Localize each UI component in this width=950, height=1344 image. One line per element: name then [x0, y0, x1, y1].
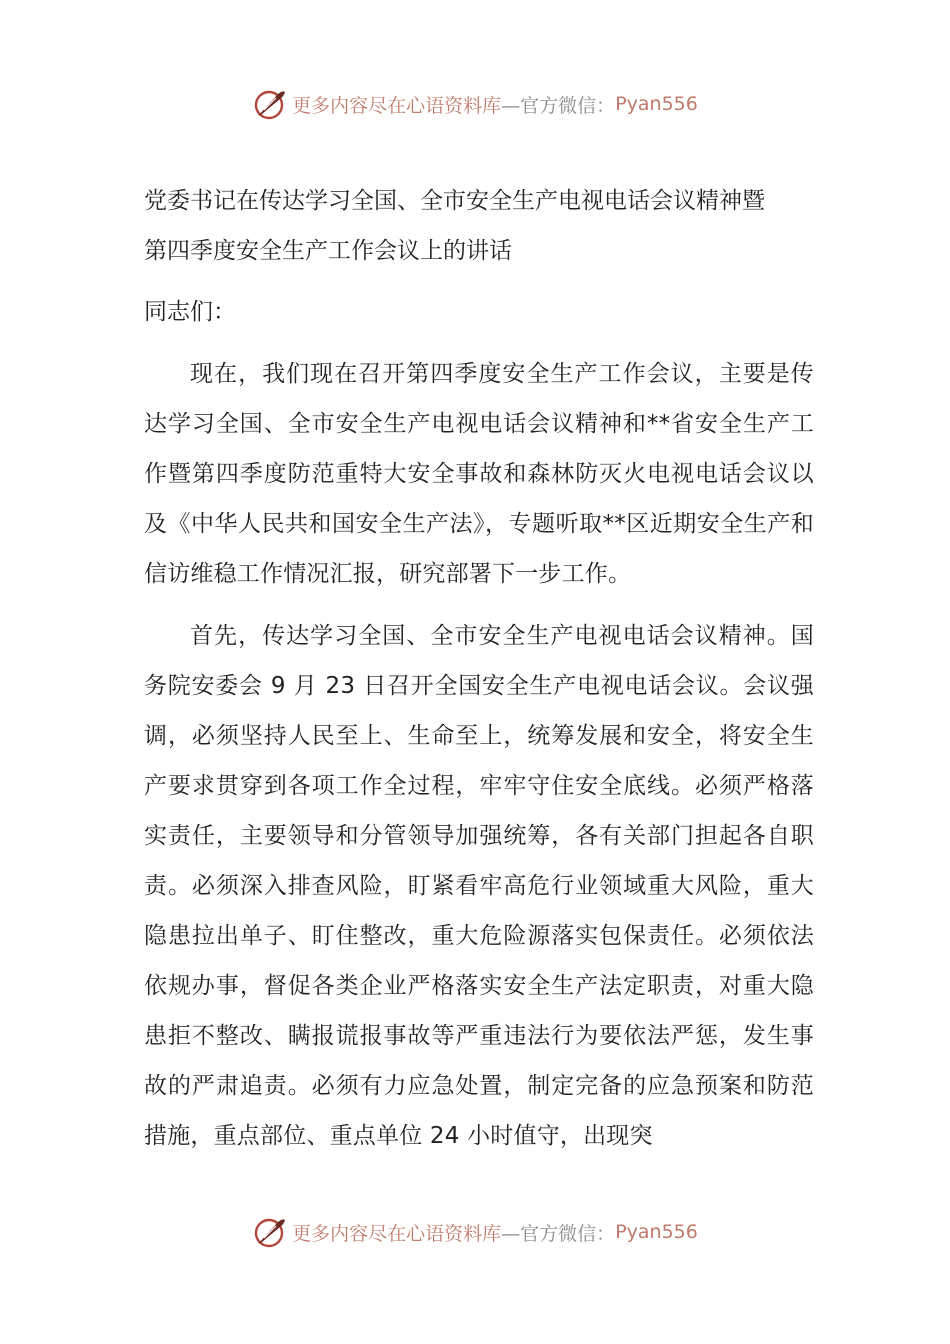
footer-banner — [0, 1212, 950, 1252]
banner-wechat-id: Pyan556 — [615, 93, 698, 115]
banner-separator-text: —官方微信： — [501, 1222, 616, 1245]
banner-separator-text: —官方微信： — [501, 94, 616, 117]
paragraph-1: 现在，我们现在召开第四季度安全生产工作会议，主要是传达学习全国、全市安全生产电视电话会议精神和**省安全生产工作暨第四季度防范重特大安全事故和森林防灭火电视电话会议以及《中华人民共和国安全生产法》，专题听取**区近期安全生产和信访维稳工作情况汇报，研究部署下一步工作。 — [144, 361, 814, 587]
header-banner — [0, 84, 950, 124]
paragraph-2: 首先，传达学习全国、全市安全生产电视电话会议精神。国务院安委会 9 月 23 日召开全国安全生产电视电话会议。会议强调，必须坚持人民至上、生命至上，统筹发展和安全，将安全生产要求贯穿到各项工作全过程，牢牢守住安全底线。必须严格落实责任，主要领导和分管领导加强统筹，各有关部门担起各自职责。必须深入排查风险，盯紧看牢高危行业领域重大风险，重大隐患拉出单子、盯住整改，重大危险源落实包保责任。必须依法依规办事，督促各类企业严格落实安全生产法定职责，对重大隐患拒不整改、瞒报谎报事故等严重违法行为要依法严惩，发生事故的严肃追责。必须有力应急处置，制定完备的应急预案和防范措施，重点部位、重点单位 24 小时值守，出现突 — [144, 623, 814, 1149]
quill-logo-icon — [252, 1214, 288, 1250]
banner-main-text: 更多内容尽在心语资料库 — [292, 94, 502, 117]
banner-main-text: 更多内容尽在心语资料库 — [292, 1222, 502, 1245]
quill-logo-icon — [252, 86, 288, 122]
banner-wechat-id: Pyan556 — [615, 1221, 698, 1243]
document-body — [144, 176, 814, 1161]
document-title-line-1: 党委书记在传达学习全国、全市安全生产电视电话会议精神暨 — [144, 188, 765, 214]
document-title-line-2: 第四季度安全生产工作会议上的讲话 — [144, 238, 512, 264]
salutation: 同志们： — [144, 299, 236, 325]
